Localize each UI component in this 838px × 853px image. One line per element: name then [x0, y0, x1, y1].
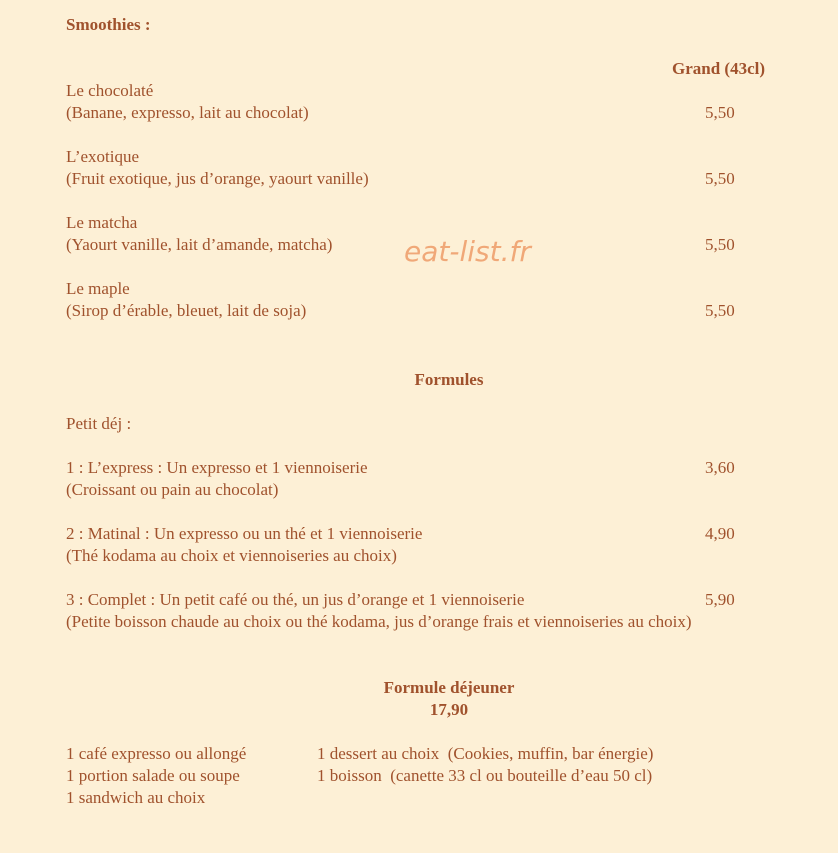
- formule-desc: (Croissant ou pain au chocolat): [66, 480, 279, 499]
- formules-title: Formules: [414, 370, 484, 389]
- size-column-header: Grand (43cl): [672, 59, 766, 78]
- formule-price: 3,60: [705, 458, 735, 477]
- smoothie-name: L’exotique: [66, 147, 140, 166]
- lunch-price: 17,90: [429, 700, 469, 719]
- smoothie-name: Le chocolaté: [66, 81, 154, 100]
- lunch-title: Formule déjeuner: [383, 678, 515, 697]
- lunch-item: 1 dessert au choix (Cookies, muffin, bar énergie): [317, 744, 654, 763]
- formule-price: 4,90: [705, 524, 735, 543]
- lunch-item: 1 café expresso ou allongé: [66, 744, 247, 763]
- petit-dej-subtitle: Petit déj :: [66, 414, 132, 433]
- smoothie-name: Le matcha: [66, 213, 138, 232]
- formule-desc: (Thé kodama au choix et viennoiseries au choix): [66, 546, 397, 565]
- lunch-item: 1 boisson (canette 33 cl ou bouteille d’eau 50 cl): [317, 766, 653, 785]
- smoothie-price: 5,50: [705, 169, 735, 188]
- smoothie-desc: (Yaourt vanille, lait d’amande, matcha): [66, 235, 333, 254]
- smoothie-desc: (Fruit exotique, jus d’orange, yaourt vanille): [66, 169, 369, 188]
- smoothies-title: Smoothies :: [66, 15, 151, 34]
- watermark: eat-list.fr: [404, 235, 531, 268]
- formule-name: 1 : L’express : Un expresso et 1 viennoiserie: [66, 458, 368, 477]
- lunch-right-list: [317, 743, 653, 787]
- lunch-item: 1 portion salade ou soupe: [66, 766, 240, 785]
- smoothie-desc: (Banane, expresso, lait au chocolat): [66, 103, 309, 122]
- smoothie-price: 5,50: [705, 103, 735, 122]
- formule-name: 2 : Matinal : Un expresso ou un thé et 1 viennoiserie: [66, 524, 423, 543]
- smoothie-price: 5,50: [705, 235, 735, 254]
- formule-name: 3 : Complet : Un petit café ou thé, un jus d’orange et 1 viennoiserie: [66, 590, 525, 609]
- formule-desc: (Petite boisson chaude au choix ou thé kodama, jus d’orange frais et viennoiseries au choix): [66, 612, 692, 631]
- lunch-left-list: [66, 743, 246, 809]
- smoothie-price: 5,50: [705, 301, 735, 320]
- smoothie-desc: (Sirop d’érable, bleuet, lait de soja): [66, 301, 307, 320]
- formule-price: 5,90: [705, 590, 735, 609]
- lunch-item: 1 sandwich au choix: [66, 788, 206, 807]
- smoothie-name: Le maple: [66, 279, 130, 298]
